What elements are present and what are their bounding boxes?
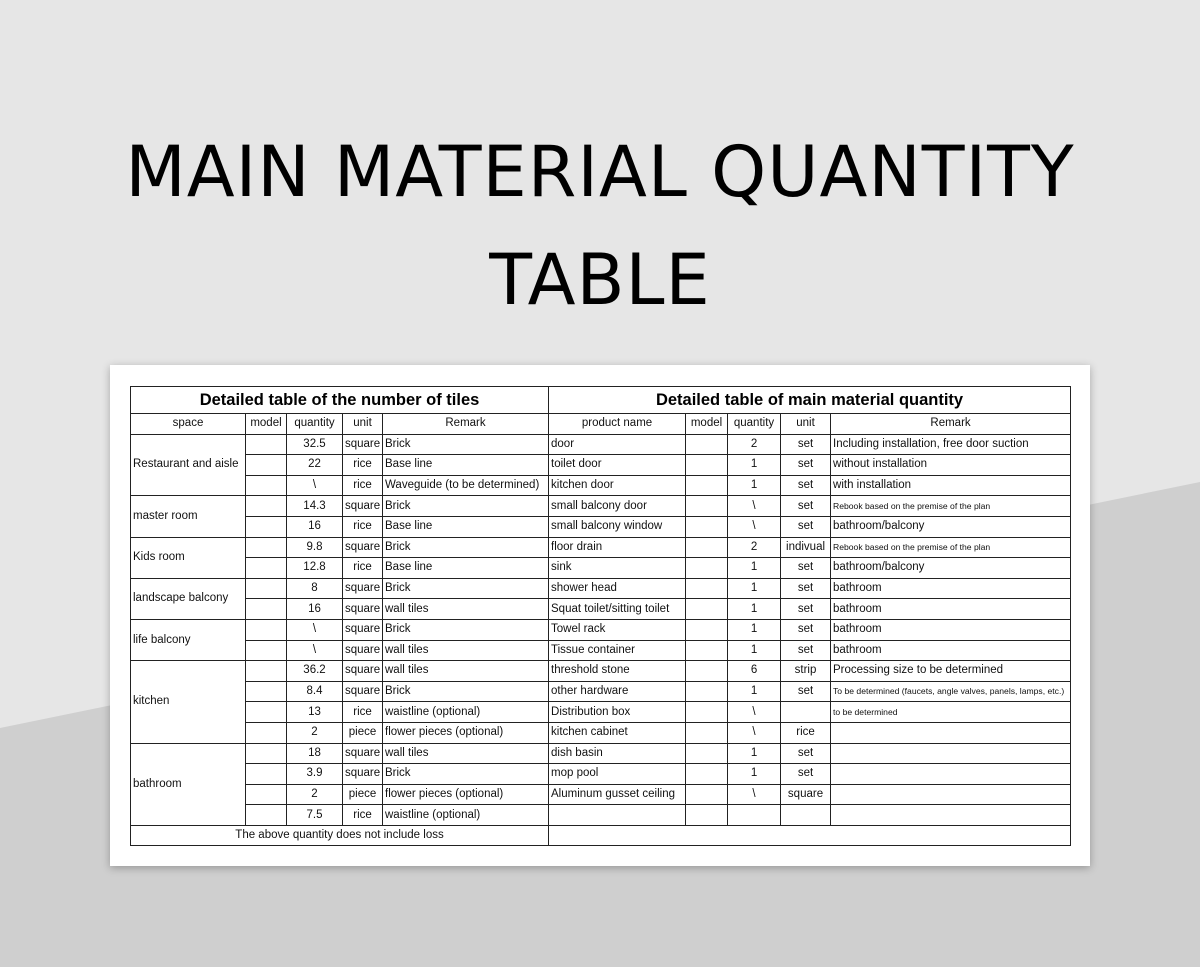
product-name-cell: mop pool: [549, 764, 686, 785]
material-unit-cell: set: [781, 516, 831, 537]
material-unit-cell: set: [781, 743, 831, 764]
table-row: [131, 599, 1071, 620]
material-model-cell: [686, 516, 728, 537]
tile-quantity-cell: 8: [287, 578, 343, 599]
material-model-cell: [686, 784, 728, 805]
tile-unit-cell: square: [343, 619, 383, 640]
tile-remark-cell: wall tiles: [383, 743, 549, 764]
material-remark-cell: [831, 722, 1071, 743]
material-remark-cell: Including installation, free door suction: [831, 434, 1071, 455]
footer-note: The above quantity does not include loss: [131, 825, 549, 846]
tile-model-cell: [246, 434, 287, 455]
material-unit-cell: [781, 805, 831, 826]
material-unit-cell: square: [781, 784, 831, 805]
material-remark-cell: without installation: [831, 455, 1071, 476]
product-name-cell: Tissue container: [549, 640, 686, 661]
tile-unit-cell: rice: [343, 805, 383, 826]
material-quantity-cell: \: [728, 496, 781, 517]
table-row: [131, 475, 1071, 496]
quantity-table-body: [131, 387, 1071, 846]
materials-col-header-quantity: quantity: [728, 414, 781, 435]
tile-quantity-cell: 2: [287, 722, 343, 743]
material-quantity-cell: 2: [728, 537, 781, 558]
product-name-cell: kitchen door: [549, 475, 686, 496]
material-remark-cell: [831, 805, 1071, 826]
materials-col-header-model: model: [686, 414, 728, 435]
product-name-cell: floor drain: [549, 537, 686, 558]
space-cell: life balcony: [131, 619, 246, 660]
tile-remark-cell: Brick: [383, 764, 549, 785]
material-unit-cell: indivual: [781, 537, 831, 558]
table-row: [131, 496, 1071, 517]
material-quantity-cell: \: [728, 722, 781, 743]
materials-col-header-unit: unit: [781, 414, 831, 435]
material-model-cell: [686, 743, 728, 764]
tile-model-cell: [246, 702, 287, 723]
tile-model-cell: [246, 764, 287, 785]
tile-unit-cell: piece: [343, 784, 383, 805]
tile-unit-cell: square: [343, 537, 383, 558]
table-row: [131, 619, 1071, 640]
material-remark-cell: [831, 743, 1071, 764]
tile-unit-cell: square: [343, 599, 383, 620]
product-name-cell: toilet door: [549, 455, 686, 476]
material-model-cell: [686, 537, 728, 558]
table-row: [131, 434, 1071, 455]
material-remark-cell: to be determined: [831, 702, 1071, 723]
tile-remark-cell: Brick: [383, 619, 549, 640]
tile-unit-cell: rice: [343, 702, 383, 723]
material-model-cell: [686, 640, 728, 661]
table-row: [131, 578, 1071, 599]
material-unit-cell: [781, 702, 831, 723]
material-model-cell: [686, 578, 728, 599]
tile-quantity-cell: 2: [287, 784, 343, 805]
material-remark-cell: bathroom/balcony: [831, 516, 1071, 537]
page-title-line-2: TABLE: [489, 239, 711, 321]
tile-unit-cell: square: [343, 743, 383, 764]
material-model-cell: [686, 764, 728, 785]
table-footer-row: [131, 825, 1071, 846]
material-quantity-cell: 1: [728, 619, 781, 640]
material-quantity-cell: 1: [728, 475, 781, 496]
tile-unit-cell: square: [343, 496, 383, 517]
tile-unit-cell: square: [343, 578, 383, 599]
material-quantity-cell: 1: [728, 743, 781, 764]
page-title: [0, 118, 1200, 334]
table-row: [131, 537, 1071, 558]
table-row: [131, 455, 1071, 476]
material-remark-cell: Processing size to be determined: [831, 661, 1071, 682]
table-row: [131, 722, 1071, 743]
material-model-cell: [686, 805, 728, 826]
tile-remark-cell: wall tiles: [383, 640, 549, 661]
tile-unit-cell: rice: [343, 558, 383, 579]
tiles-col-header-quantity: quantity: [287, 414, 343, 435]
space-cell: Restaurant and aisle: [131, 434, 246, 496]
tile-model-cell: [246, 578, 287, 599]
tile-quantity-cell: 8.4: [287, 681, 343, 702]
material-quantity-cell: 1: [728, 599, 781, 620]
material-quantity-cell: 2: [728, 434, 781, 455]
tile-remark-cell: flower pieces (optional): [383, 722, 549, 743]
product-name-cell: door: [549, 434, 686, 455]
tile-model-cell: [246, 475, 287, 496]
material-model-cell: [686, 455, 728, 476]
tile-unit-cell: rice: [343, 455, 383, 476]
tile-quantity-cell: 36.2: [287, 661, 343, 682]
material-unit-cell: set: [781, 681, 831, 702]
tile-model-cell: [246, 784, 287, 805]
tile-unit-cell: square: [343, 434, 383, 455]
quantity-table: [130, 386, 1071, 846]
tiles-table-heading: Detailed table of the number of tiles: [131, 387, 549, 414]
material-quantity-cell: \: [728, 516, 781, 537]
material-remark-cell: Rebook based on the premise of the plan: [831, 496, 1071, 517]
tile-model-cell: [246, 537, 287, 558]
tile-model-cell: [246, 640, 287, 661]
tile-remark-cell: Brick: [383, 434, 549, 455]
tile-remark-cell: Base line: [383, 516, 549, 537]
tiles-col-header-remark: Remark: [383, 414, 549, 435]
tile-unit-cell: square: [343, 661, 383, 682]
tile-model-cell: [246, 599, 287, 620]
product-name-cell: [549, 805, 686, 826]
material-quantity-cell: \: [728, 784, 781, 805]
tile-remark-cell: Base line: [383, 455, 549, 476]
tile-model-cell: [246, 661, 287, 682]
tile-model-cell: [246, 455, 287, 476]
tile-quantity-cell: 13: [287, 702, 343, 723]
material-unit-cell: set: [781, 578, 831, 599]
product-name-cell: other hardware: [549, 681, 686, 702]
tile-remark-cell: flower pieces (optional): [383, 784, 549, 805]
material-model-cell: [686, 681, 728, 702]
material-model-cell: [686, 661, 728, 682]
tile-quantity-cell: 7.5: [287, 805, 343, 826]
space-cell: landscape balcony: [131, 578, 246, 619]
material-unit-cell: rice: [781, 722, 831, 743]
footer-empty-cell: [549, 825, 1071, 846]
tile-quantity-cell: 14.3: [287, 496, 343, 517]
tile-model-cell: [246, 743, 287, 764]
material-model-cell: [686, 702, 728, 723]
material-remark-cell: with installation: [831, 475, 1071, 496]
tile-quantity-cell: 12.8: [287, 558, 343, 579]
material-unit-cell: set: [781, 475, 831, 496]
space-cell: bathroom: [131, 743, 246, 825]
table-row: [131, 681, 1071, 702]
product-name-cell: small balcony window: [549, 516, 686, 537]
tile-quantity-cell: 16: [287, 599, 343, 620]
table-row: [131, 640, 1071, 661]
table-heading-row: [131, 387, 1071, 414]
material-quantity-cell: 1: [728, 640, 781, 661]
tile-remark-cell: Base line: [383, 558, 549, 579]
tile-quantity-cell: \: [287, 640, 343, 661]
product-name-cell: Distribution box: [549, 702, 686, 723]
product-name-cell: kitchen cabinet: [549, 722, 686, 743]
tile-remark-cell: wall tiles: [383, 661, 549, 682]
tile-model-cell: [246, 496, 287, 517]
product-name-cell: small balcony door: [549, 496, 686, 517]
material-unit-cell: set: [781, 599, 831, 620]
tile-model-cell: [246, 558, 287, 579]
space-cell: master room: [131, 496, 246, 537]
tile-unit-cell: rice: [343, 516, 383, 537]
material-remark-cell: bathroom: [831, 640, 1071, 661]
page-title-line-1: MAIN MATERIAL QUANTITY: [125, 131, 1075, 213]
table-row: [131, 784, 1071, 805]
material-remark-cell: bathroom: [831, 619, 1071, 640]
tile-model-cell: [246, 722, 287, 743]
space-cell: kitchen: [131, 661, 246, 743]
tile-unit-cell: square: [343, 681, 383, 702]
spreadsheet-sheet: [110, 365, 1090, 866]
material-model-cell: [686, 496, 728, 517]
table-row: [131, 743, 1071, 764]
materials-col-header-product-name: product name: [549, 414, 686, 435]
material-quantity-cell: 1: [728, 455, 781, 476]
product-name-cell: threshold stone: [549, 661, 686, 682]
material-quantity-cell: [728, 805, 781, 826]
tile-unit-cell: square: [343, 764, 383, 785]
tile-remark-cell: waistline (optional): [383, 805, 549, 826]
tile-quantity-cell: 18: [287, 743, 343, 764]
material-quantity-cell: 1: [728, 558, 781, 579]
tile-model-cell: [246, 681, 287, 702]
tile-model-cell: [246, 619, 287, 640]
tile-model-cell: [246, 805, 287, 826]
tile-model-cell: [246, 516, 287, 537]
material-remark-cell: [831, 764, 1071, 785]
table-row: [131, 702, 1071, 723]
product-name-cell: dish basin: [549, 743, 686, 764]
tile-remark-cell: Brick: [383, 496, 549, 517]
material-remark-cell: To be determined (faucets, angle valves, panels, lamps, etc.): [831, 681, 1071, 702]
tile-remark-cell: wall tiles: [383, 599, 549, 620]
tile-quantity-cell: \: [287, 475, 343, 496]
tile-quantity-cell: \: [287, 619, 343, 640]
material-model-cell: [686, 619, 728, 640]
tile-remark-cell: Brick: [383, 681, 549, 702]
tile-remark-cell: Brick: [383, 578, 549, 599]
product-name-cell: shower head: [549, 578, 686, 599]
tile-quantity-cell: 3.9: [287, 764, 343, 785]
tile-remark-cell: Brick: [383, 537, 549, 558]
column-header-row: [131, 414, 1071, 435]
material-unit-cell: strip: [781, 661, 831, 682]
material-unit-cell: set: [781, 640, 831, 661]
materials-table-heading: Detailed table of main material quantity: [549, 387, 1071, 414]
space-cell: Kids room: [131, 537, 246, 578]
material-unit-cell: set: [781, 455, 831, 476]
product-name-cell: sink: [549, 558, 686, 579]
material-remark-cell: bathroom/balcony: [831, 558, 1071, 579]
material-remark-cell: [831, 784, 1071, 805]
material-remark-cell: Rebook based on the premise of the plan: [831, 537, 1071, 558]
materials-col-header-remark: Remark: [831, 414, 1071, 435]
product-name-cell: Aluminum gusset ceiling: [549, 784, 686, 805]
material-model-cell: [686, 599, 728, 620]
material-unit-cell: set: [781, 558, 831, 579]
material-unit-cell: set: [781, 764, 831, 785]
tile-remark-cell: Waveguide (to be determined): [383, 475, 549, 496]
tile-unit-cell: rice: [343, 475, 383, 496]
table-row: [131, 558, 1071, 579]
product-name-cell: Squat toilet/sitting toilet: [549, 599, 686, 620]
table-row: [131, 805, 1071, 826]
material-remark-cell: bathroom: [831, 578, 1071, 599]
material-model-cell: [686, 475, 728, 496]
table-row: [131, 516, 1071, 537]
material-quantity-cell: 1: [728, 681, 781, 702]
tile-quantity-cell: 32.5: [287, 434, 343, 455]
product-name-cell: Towel rack: [549, 619, 686, 640]
tiles-col-header-model: model: [246, 414, 287, 435]
tile-quantity-cell: 22: [287, 455, 343, 476]
material-quantity-cell: \: [728, 702, 781, 723]
tile-quantity-cell: 9.8: [287, 537, 343, 558]
material-model-cell: [686, 434, 728, 455]
material-quantity-cell: 1: [728, 764, 781, 785]
tiles-col-header-space: space: [131, 414, 246, 435]
tile-quantity-cell: 16: [287, 516, 343, 537]
material-unit-cell: set: [781, 496, 831, 517]
material-quantity-cell: 6: [728, 661, 781, 682]
tile-unit-cell: piece: [343, 722, 383, 743]
table-row: [131, 661, 1071, 682]
tile-remark-cell: waistline (optional): [383, 702, 549, 723]
tile-unit-cell: square: [343, 640, 383, 661]
material-model-cell: [686, 722, 728, 743]
material-remark-cell: bathroom: [831, 599, 1071, 620]
material-unit-cell: set: [781, 434, 831, 455]
material-quantity-cell: 1: [728, 578, 781, 599]
material-model-cell: [686, 558, 728, 579]
table-row: [131, 764, 1071, 785]
tiles-col-header-unit: unit: [343, 414, 383, 435]
material-unit-cell: set: [781, 619, 831, 640]
